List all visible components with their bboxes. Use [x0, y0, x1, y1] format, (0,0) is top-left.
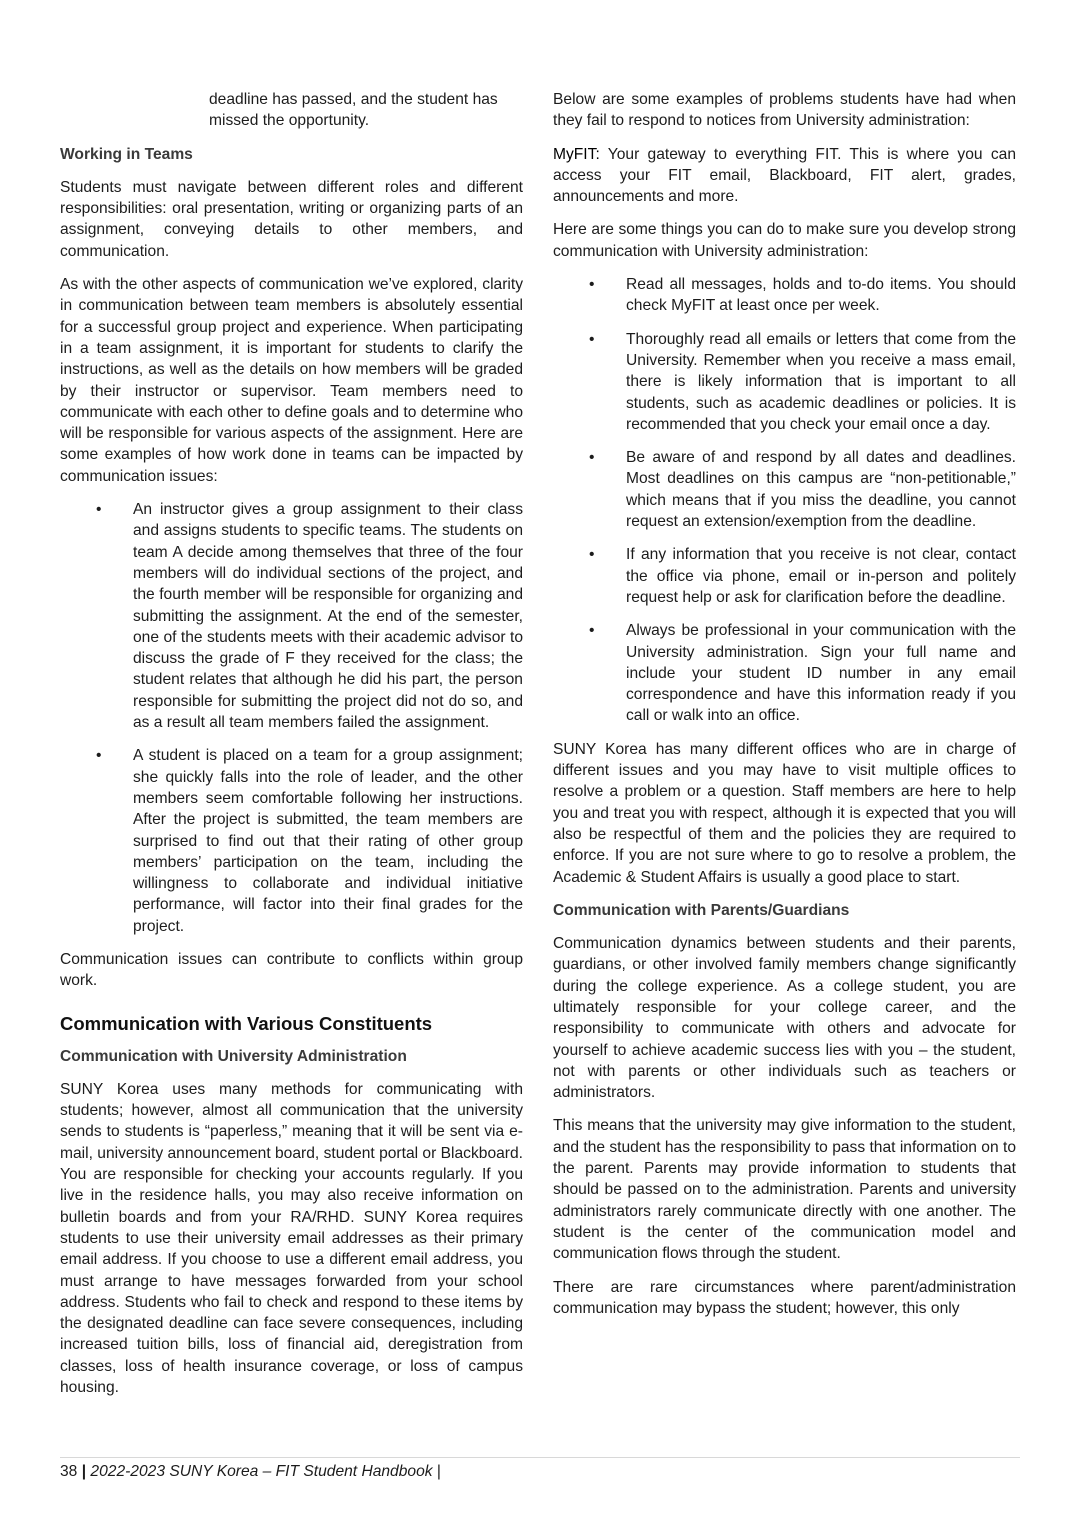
bullet-glyph: •: [589, 330, 595, 348]
right-column: [553, 89, 1016, 1331]
list-item-text: A student is placed on a team for a group assignment; she quickly falls into the role of leader, and the other members seem comfortable following her instructions. After the project is submitted, the team members are surprised to find out that their rating of other group members’ participation on the team, including the willingness to collaborate and individual initiative performance, will factor into their final grades for the project.: [133, 747, 523, 935]
parents-paragraph-1: Communication dynamics between students and their parents, guardians, or other involved family members change significantly during the college experience. As a college student, you are ultimately responsible for your college career, and the responsibility to communicate with others and advocate for yourself to achieve academic success lies with you – the student, not with parents or other individuals such as teachers or administrators.: [553, 935, 1016, 1102]
myfit-paragraph: [553, 144, 1016, 208]
bullet-glyph: •: [96, 501, 102, 519]
bullet-glyph: •: [589, 546, 595, 564]
bullet-glyph: •: [589, 622, 595, 640]
working-in-teams-heading: Working in Teams: [60, 145, 193, 163]
constituents-heading: Communication with Various Constituents: [60, 1012, 433, 1034]
list-item: [553, 329, 1016, 435]
page-footer: [60, 1462, 441, 1482]
teams-bullet-list: [60, 499, 523, 937]
list-item: [60, 745, 523, 937]
list-item-text: Read all messages, holds and to-do items. You should check MyFIT at least once per week.: [626, 276, 1016, 315]
footer-title: 2022-2023 SUNY Korea – FIT Student Handbook: [90, 1463, 433, 1480]
parents-paragraph-3: There are rare circumstances where parent/administration communication may bypass the student; however, this only: [553, 1278, 1016, 1317]
teams-paragraph-3: Communication issues can contribute to conflicts within group work.: [60, 950, 523, 990]
list-item: [553, 274, 1016, 317]
list-item: [553, 620, 1016, 726]
list-item: [553, 544, 1016, 608]
parents-paragraph-2: This means that the university may give information to the student, and the student has the responsibility to pass that information on to the parent. Parents may provide information to students that should be passed on to the administration. Parents and university administrators rarely communicate directly with one another. The student is the center of the communication model and communication flows through the student.: [553, 1117, 1016, 1263]
bullet-glyph: •: [589, 276, 595, 294]
problems-intro-paragraph: Below are some examples of problems students have had when they fail to respond to notices from University administration:: [553, 91, 1016, 130]
teams-paragraph-1: Students must navigate between different roles and different responsibilities: oral presentation, writing or organizing parts of an assignment, conveying details to other members, and communication.: [60, 178, 523, 260]
tips-bullet-list: [553, 274, 1016, 727]
list-item-text: Always be professional in your communication with the University administration. Sign your full name and include your student ID number in any email correspondence and have this information ready if you call or walk into an office.: [626, 622, 1016, 725]
footer-trailing-separator: |: [436, 1463, 441, 1480]
list-item-text: An instructor gives a group assignment to their class and assigns students to specific teams. The students on team A decide among themselves that three of the four members will do individual sections of the project, and the fourth member will be responsible for organizing and submitting the assignment. At the end of the semester, one of the students meets with their academic advisor to discuss the grade of F they received for the class; the student relates that although he did his part, the person responsible for submitting the project did not do so, and as a result all team members failed the assignment.: [133, 501, 523, 732]
page-number: 38: [60, 1463, 78, 1480]
university-admin-heading: Communication with University Administration: [60, 1047, 407, 1065]
myfit-text: Your gateway to everything FIT. This is where you can access your FIT email, Blackboard, FIT alert, grades, announcements and more.: [553, 145, 1016, 206]
bullet-glyph: •: [589, 449, 595, 467]
parents-heading: Communication with Parents/Guardians: [553, 901, 850, 919]
teams-paragraph-2: As with the other aspects of communication we’ve explored, clarity in communication between team members is absolutely essential for a successful group project and experience. When participating in a team assignment, it is important for students to clarify the instructions, as well as the details on how members will be graded by their instructor or supervisor. Team members need to communicate with each other to define goals and to determine who will be responsible for various aspects of the assignment. Here are some examples of how work done in teams can be impacted by communication issues:: [60, 276, 523, 485]
list-item: [553, 447, 1016, 532]
list-item: [60, 499, 523, 733]
list-item-text: Thoroughly read all emails or letters that come from the University. Remember when you receive a mass email, there is likely information that is important to all students, such as academic deadlines or policies. It is recommended that you check your email once a day.: [626, 330, 1016, 433]
footer-separator: |: [81, 1463, 87, 1480]
list-item-text: Be aware of and respond by all dates and deadlines. Most deadlines on this campus are “non-petitionable,” which means that if you miss the deadline, you cannot request an extension/exemption from the deadline.: [626, 449, 1016, 531]
university-admin-paragraph: SUNY Korea uses many methods for communicating with students; however, almost all communication that the university sends to students is “paperless,” meaning that it will be sent via e-mail, university announcement board, student portal or Blackboard. You are responsible for checking your accounts regularly. If you live in the residence halls, you may also receive information on bulletin boards and from your RA/RHD. SUNY Korea requires students to use their university email addresses as their primary email address. If you choose to use a different email address, you must arrange to have messages forwarded from your school address. Students who fail to check and respond to these items by the designated deadline can face severe consequences, including increased tuition bills, loss of financial aid, deregistration from classes, loss of health insurance coverage, or loss of campus housing.: [60, 1080, 523, 1397]
continuation-text: deadline has passed, and the student has missed the opportunity.: [209, 91, 498, 130]
myfit-label: MyFIT:: [553, 145, 600, 163]
left-column: [60, 89, 523, 1410]
footer-divider: [60, 1457, 1020, 1458]
offices-paragraph: SUNY Korea has many different offices who are in charge of different issues and you may have to visit multiple offices to resolve a problem or a question. Staff members are here to help you and treat you with respect, although it is expected that you will also be respectful of them and the policies they are required to enforce. If you are not sure where to go to resolve a problem, the Academic & Student Affairs is usually a good place to start.: [553, 740, 1016, 886]
bullet-glyph: •: [96, 747, 102, 765]
list-item-text: If any information that you receive is not clear, contact the office via phone, email or in-person and politely request help or ask for clarification before the deadline.: [626, 546, 1016, 606]
tips-intro-paragraph: Here are some things you can do to make sure you develop strong communication with University administration:: [553, 221, 1016, 260]
